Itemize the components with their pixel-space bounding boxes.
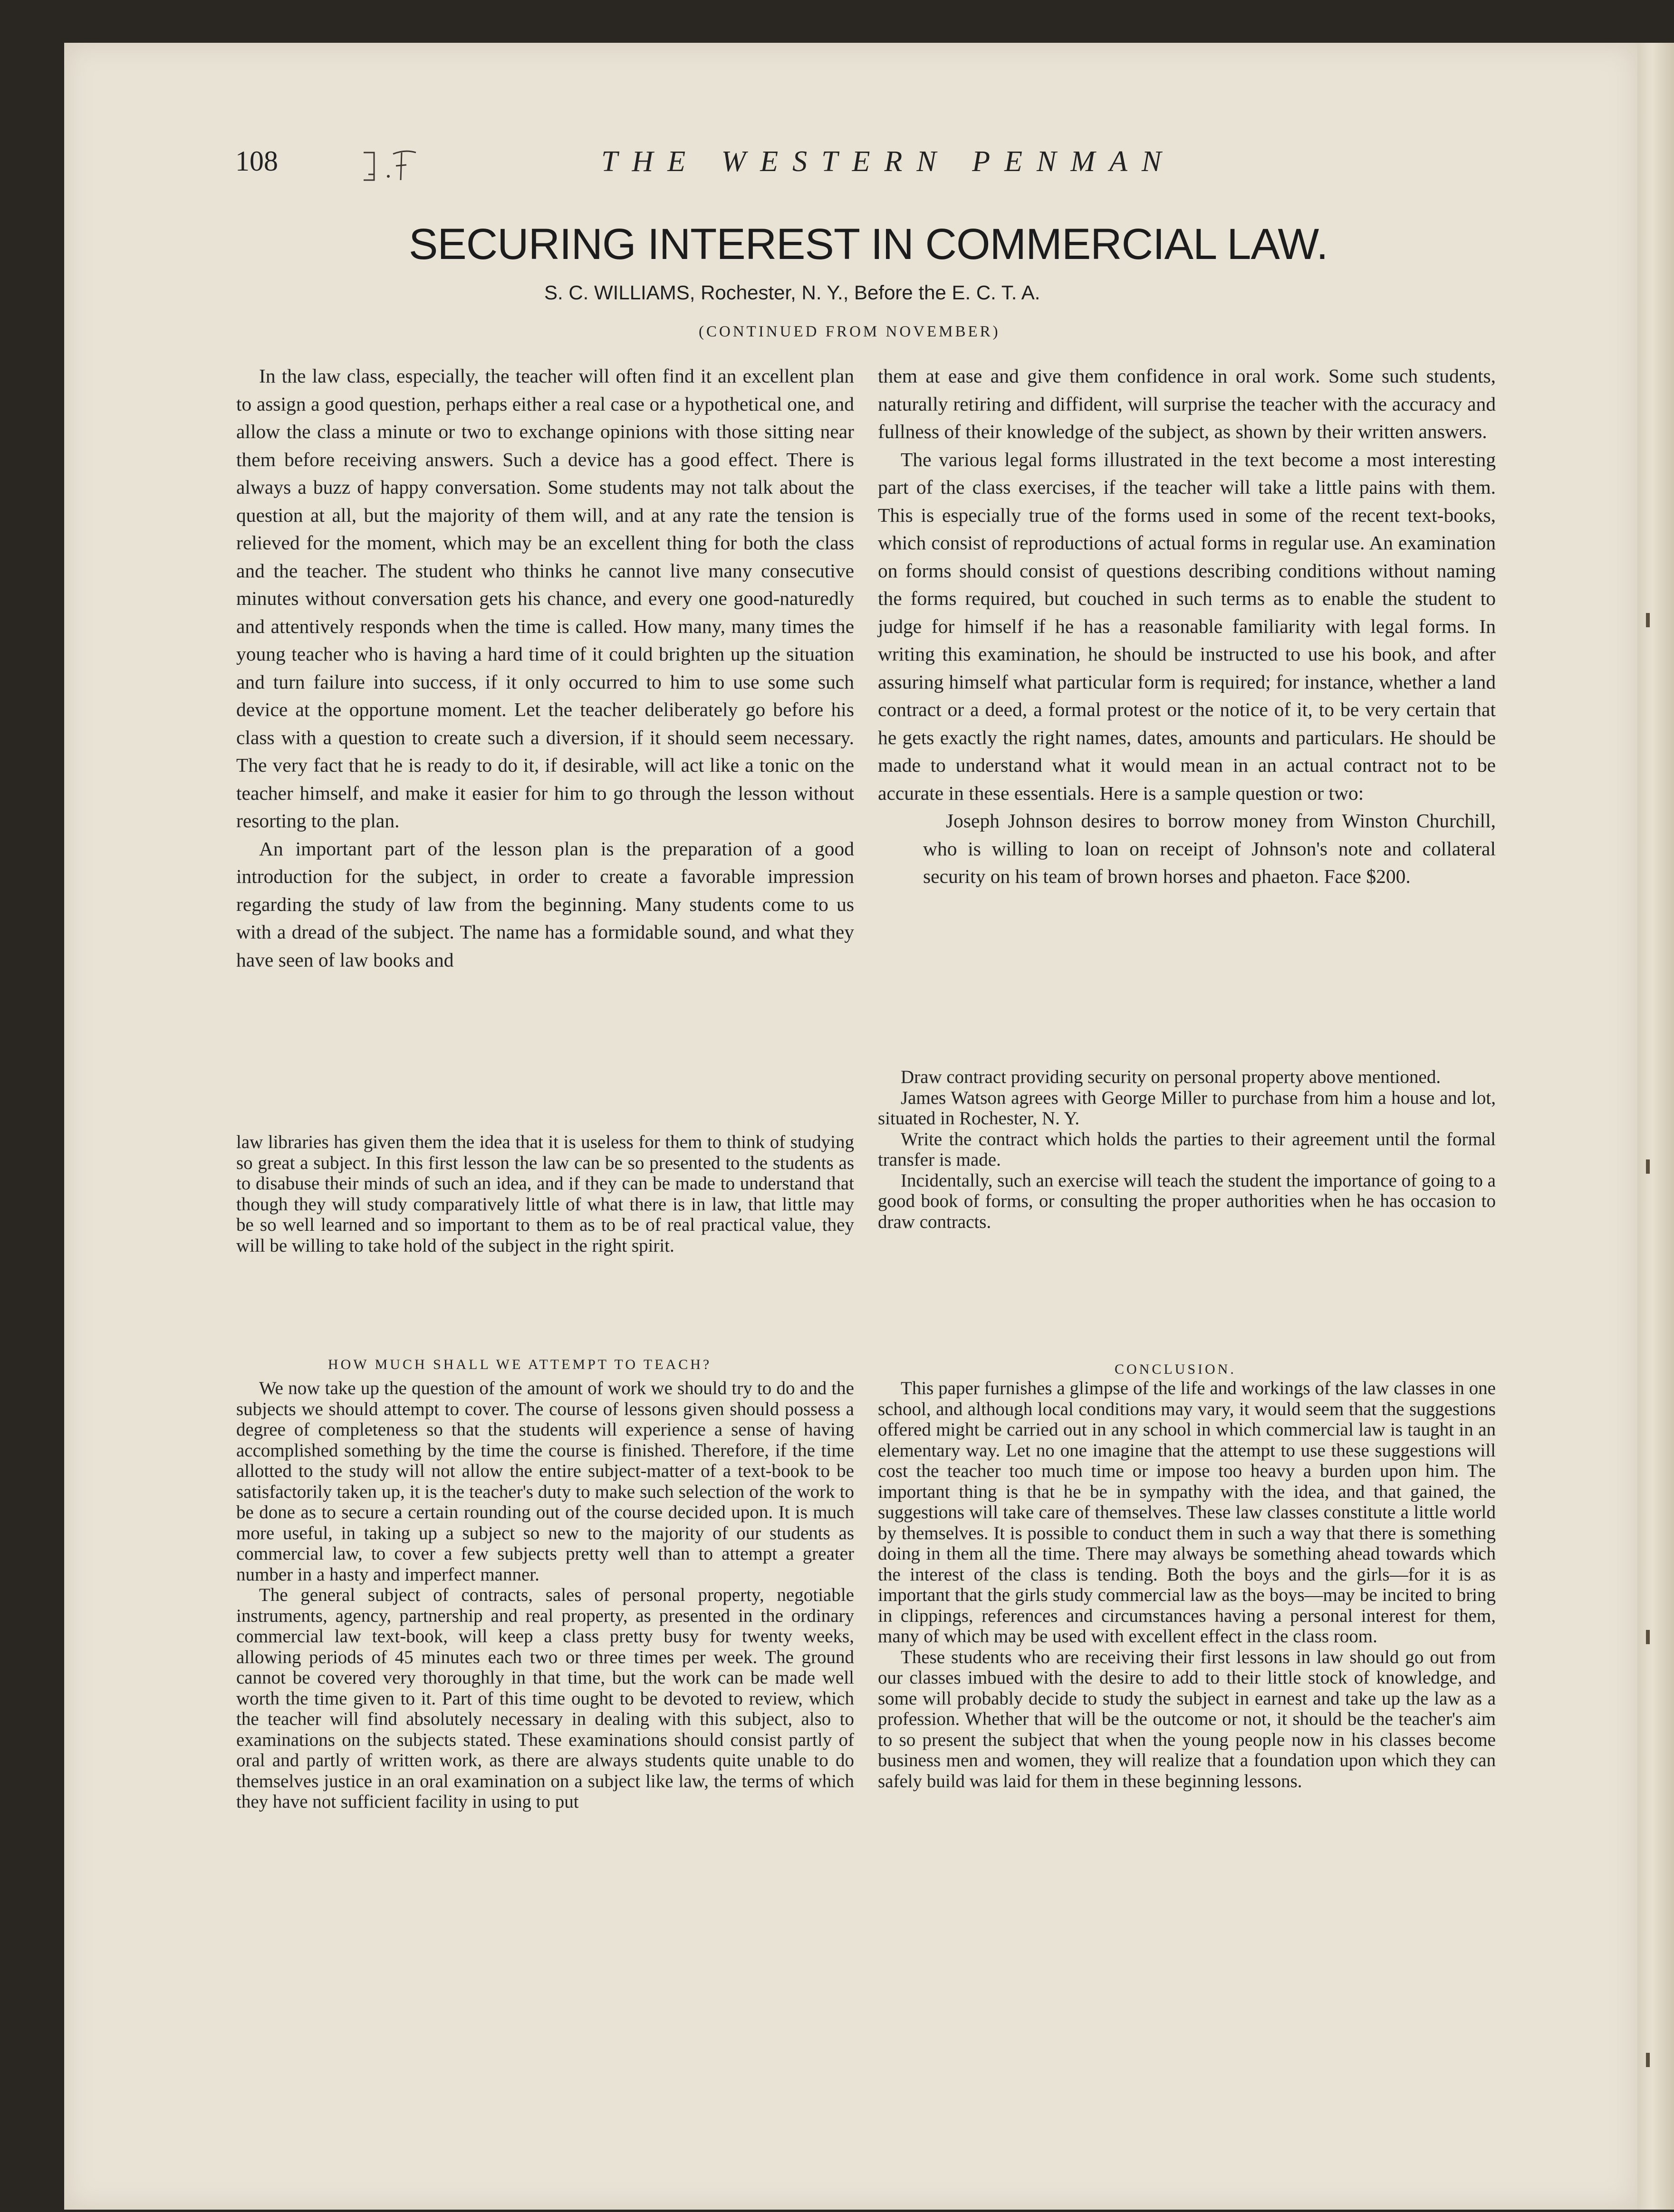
continued-note: (CONTINUED FROM NOVEMBER): [699, 323, 1001, 340]
page-header: [235, 145, 1424, 188]
sample-question: Draw contract providing security on personal property above mentioned.: [901, 1067, 1441, 1087]
paragraph: The various legal forms illustrated in the text become a most interesting part of the class exercises, if the teacher will take a little pains with them. This is especially true of the forms used in some of the recent text-books, which consist of reproductions of actual forms in regular use. An examination on forms should consist of questions describing conditions without naming the forms required, but couched in such terms as to enable the student to judge for himself if he has a reasonable familiarity with legal forms. In writing this examination, he should be instructed to use his book, and after assuring himself what particular form is required; for instance, whether a land contract or a deed, a formal protest or the notice of it, to be very certain that he gets exactly the right names, dates, amounts and particulars. He should be made to understand what it would mean in an actual contract not to be accurate in these essentials. Here is a sample question or two:: [878, 448, 1496, 804]
ornament-icon: [360, 147, 426, 185]
paragraph: These students who are receiving their first lessons in law should go out from our classes imbued with the desire to add to their little stock of knowledge, and some will probably decide to study the subject in earnest and take up the law as a profession. Whether that will be the outcome or not, it should be the teacher's aim to so present the subject that when the young people now in his classes become business men and women, they will realize that a foundation upon which they can safely build was laid for them in these beginning lessons.: [878, 1647, 1496, 1791]
left-column-upper: [236, 362, 854, 974]
sample-question: Joseph Johnson desires to borrow money from Winston Churchill, who is willing to loan on receipt of Johnson's note and collateral security on his team of brown horses and phaeton. Face $200.: [923, 810, 1496, 887]
right-column-bottom: [878, 1378, 1496, 1791]
page-number: 108: [235, 145, 278, 177]
article-title: SECURING INTEREST IN COMMERCIAL LAW.: [409, 220, 1328, 268]
paragraph: This paper furnishes a glimpse of the life and workings of the law classes in one school, and although local conditions may vary, it would seem that the suggestions offered might be carried out in any school in which commercial law is taught in an elementary way. Let no one imagine that the attempt to use these suggestions will cost the teacher too much time or impose too heavy a burden upon him. The important thing is that he be in sympathy with the idea, and that gained, the suggestions will take care of themselves. These law classes constitute a little world by themselves. It is possible to conduct them in such a way that there is something doing in them all the time. There may always be something ahead towards which the interest of the class is tending. Both the boys and the girls—for it is as important that the girls study commercial law as the boys—may be incited to bring in clippings, references and circumstances having a personal interest for them, many of which may be used with excellent effect in the class room.: [878, 1378, 1496, 1647]
left-column-bottom: [236, 1378, 854, 1812]
right-column-upper: [878, 362, 1496, 891]
section-heading: HOW MUCH SHALL WE ATTEMPT TO TEACH?: [328, 1357, 712, 1372]
next-page-edge: [1637, 43, 1674, 2210]
byline: S. C. WILLIAMS, Rochester, N. Y., Before the E. C. T. A.: [544, 281, 1040, 304]
paragraph: The general subject of contracts, sales of personal property, negotiable instruments, agency, partnership and real property, as presented in the ordinary commercial law text-book, will keep a class pretty busy for twenty weeks, allowing periods of 45 minutes each two or three times per week. The ground cannot be covered very thoroughly in that time, but the work can be made well worth the time given to it. Part of this time ought to be devoted to review, which the teacher will find absolutely necessary in dealing with this subject, also to examinations on the subjects stated. These examinations should consist partly of oral and partly of written work, as there are always students quite unable to do themselves justice in an oral examination on a subject like law, the terms of which they have not sufficient facility in using to put: [236, 1585, 854, 1812]
running-title: THE WESTERN PENMAN: [601, 145, 1176, 178]
right-column-middle: [878, 1067, 1496, 1232]
section-heading: CONCLUSION.: [1115, 1361, 1236, 1377]
paragraph: them at ease and give them confidence in oral work. Some such students, naturally retiring and diffident, will surprise the teacher with the accuracy and fullness of their knowledge of the subject, as shown by their written answers.: [878, 365, 1496, 442]
sample-question: Write the contract which holds the parties to their agreement until the formal transfer is made.: [878, 1129, 1496, 1170]
paragraph: An important part of the lesson plan is the preparation of a good introduction for the subject, in order to create a favorable impression regarding the study of law from the beginning. Many students come to us with a dread of the subject. The name has a formidable sound, and what they have seen of law books and: [236, 837, 854, 971]
paragraph: In the law class, especially, the teacher will often find it an excellent plan to assign a good question, perhaps either a real case or a hypothetical one, and allow the class a minute or two to exchange opinions with those sitting near them before receiving answers. Such a device has a good effect. There is always a buzz of happy conversation. Some students may not talk about the question at all, but the majority of them will, and at any rate the tension is relieved for the moment, which may be an excellent thing for both the class and the teacher. The student who thinks he cannot live many consecutive minutes without conversation gets his chance, and every one good-naturedly and attentively responds when the time is called. How many, many times the young teacher who is having a hard time of it could brighten up the situation and turn failure into success, if it only occurred to him to use some such device at the opportune moment. Let the teacher deliberately go before his class with a question to create such a diversion, if it should seem necessary. The very fact that he is ready to do it, if desirable, will act like a tonic on the teacher himself, and make it easier for him to go through the lesson without resorting to the plan.: [236, 365, 854, 832]
left-column-lower: [236, 1132, 854, 1256]
paragraph: law libraries has given them the idea that it is useless for them to think of studying so great a subject. In this first lesson the law can be so presented to the students as to disabuse their minds of such an idea, and if they can be made to understand that though they will study comparatively little of what there is in law, that little may be so well learned and so important to them as to be of real practical value, they will be willing to take hold of the subject in the right spirit.: [236, 1132, 854, 1256]
sample-question: James Watson agrees with George Miller to purchase from him a house and lot, situated in Rochester, N. Y.: [878, 1087, 1496, 1129]
paragraph: Incidentally, such an exercise will teach the student the importance of going to a good book of forms, or consulting the proper authorities when he has occasion to draw contracts.: [878, 1170, 1496, 1232]
paragraph: We now take up the question of the amount of work we should try to do and the subjects we should attempt to cover. The course of lessons given should possess a degree of completeness so that the students will experience a sense of having accomplished something by the time the course is finished. Therefore, if the time allotted to the study will not allow the entire subject-matter of a text-book to be satisfactorily taken up, it is the teacher's duty to make such selection of the work to be done as to secure a certain rounding out of the course decided upon. It is much more useful, in taking up a subject so new to the majority of our students as commercial law, to cover a few subjects pretty well than to attempt a greater number in a hasty and imperfect manner.: [236, 1378, 854, 1585]
